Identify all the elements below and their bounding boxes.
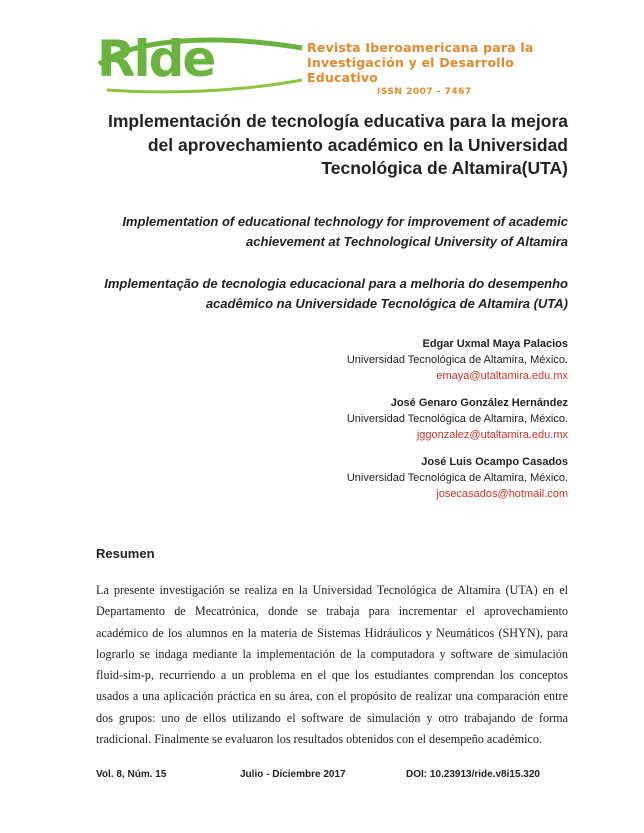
title-english: Implementation of educational technology for improvement of academic achievement at Technological University of Altamira [122, 214, 568, 249]
title-portuguese: Implementação de tecnologia educacional para a melhoria do desempenho acadêmico na Universidade Tecnológica de Altamira (UTA) [104, 276, 568, 311]
abstract-text: La presente investigación se realiza en la Universidad Tecnológica de Altamira (UTA) en el Departamento de Mecatrónica, donde se trabaja para incrementar el aprovechamiento académico de los alumnos en la materia de Sistemas Hidráulicos y Neumáticos (SHYN), para lograrlo se indaga mediante la implementación de la computadora y software de simulación fluid-sim-p, recurriendo a un problema en el que los estudiantes comprendan los conceptos usados a una aplicación práctica en su área, con el propósito de realizar una comparación entre dos grupos: uno de ellos utilizando el software de simulación y otro trabajando de forma tradicional. Finalmente se evaluaron los resultados obtenidos con el desempeño académico. [96, 583, 568, 747]
author-block [188, 336, 568, 384]
author-affiliation: Universidad Tecnológica de Altamira, México. [346, 413, 568, 425]
issn: ISSN 2007 - 7467 [377, 87, 472, 97]
footer-doi: DOI: 10.23913/ride.v8i15.320 [406, 769, 540, 780]
journal-logo [97, 30, 577, 97]
author-name: José Genaro González Hernández [390, 397, 568, 409]
author-email[interactable]: jggonzalez@utaltamira.edu.mx [416, 429, 568, 441]
author-affiliation: Universidad Tecnológica de Altamira, México. [346, 472, 568, 484]
author-name: José Luis Ocampo Casados [421, 456, 568, 468]
journal-name-line2: Investigación y el Desarrollo Educativo [307, 55, 515, 85]
author-email[interactable]: josecasados@hotmail.com [436, 488, 568, 500]
author-block [188, 395, 568, 443]
journal-name [307, 40, 577, 100]
journal-name-line1: Revista Iberoamericana para la [307, 40, 534, 55]
author-block [188, 454, 568, 502]
footer-period: Julio - Diciembre 2017 [240, 769, 346, 780]
author-list [188, 336, 568, 513]
abstract-heading: Resumen [96, 546, 155, 561]
logo-text: Ride [97, 30, 215, 88]
title-spanish: Implementación de tecnología educativa para la mejora del aprovechamiento académico en la Universidad Tecnológica de Altamira(UTA) [108, 111, 569, 178]
author-affiliation: Universidad Tecnológica de Altamira, México. [346, 354, 568, 366]
author-name: Edgar Uxmal Maya Palacios [422, 338, 568, 350]
footer-volume: Vol. 8, Núm. 15 [96, 769, 167, 780]
author-email[interactable]: emaya@utaltamira.edu.mx [436, 370, 568, 382]
